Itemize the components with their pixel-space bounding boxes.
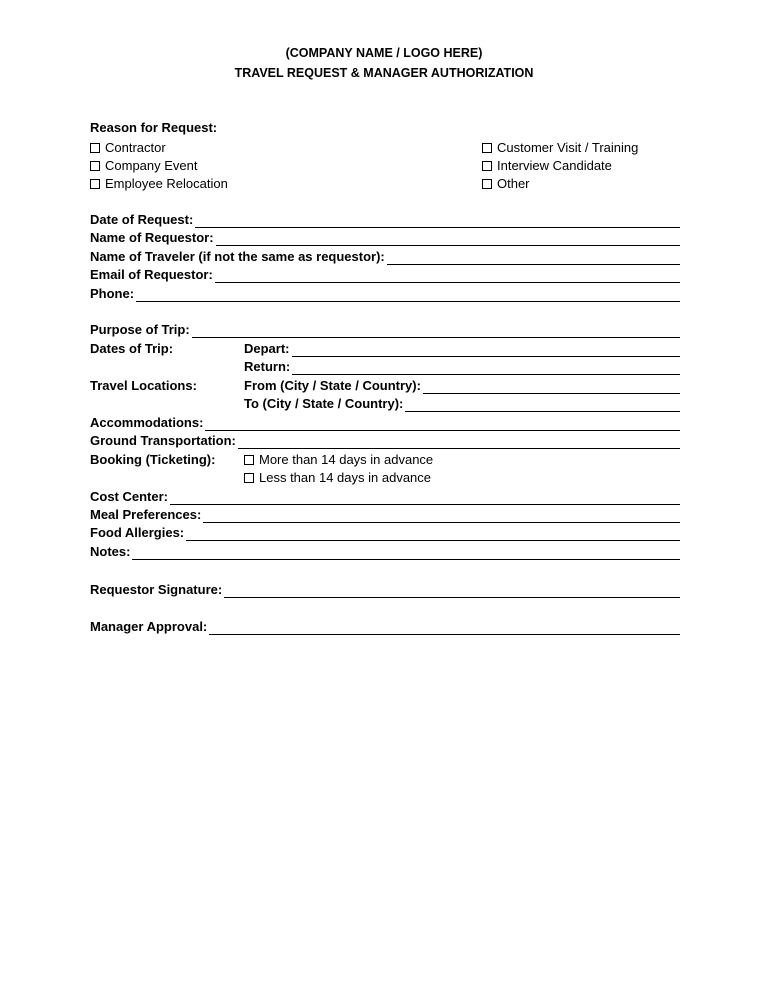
- manager-approval-field[interactable]: [209, 622, 680, 635]
- reason-contractor-checkbox[interactable]: Contractor: [90, 140, 166, 156]
- checkbox-icon: [244, 473, 254, 483]
- name-of-requestor-row: Name of Requestor:: [90, 230, 680, 246]
- accommodations-row: Accommodations:: [90, 415, 680, 431]
- reason-company-event-checkbox[interactable]: Company Event: [90, 158, 198, 174]
- checkbox-icon: [90, 179, 100, 189]
- reason-other-checkbox[interactable]: Other: [482, 176, 530, 192]
- food-allergies-field[interactable]: [186, 528, 680, 541]
- cost-center-row: Cost Center:: [90, 489, 680, 505]
- notes-field[interactable]: [132, 547, 680, 560]
- name-of-traveler-row: Name of Traveler (if not the same as requestor):: [90, 249, 680, 265]
- phone-row: Phone:: [90, 286, 680, 302]
- checkbox-icon: [90, 161, 100, 171]
- checkbox-icon: [482, 179, 492, 189]
- to-location-row: To (City / State / Country):: [90, 396, 680, 412]
- notes-row: Notes:: [90, 544, 680, 560]
- ground-transportation-row: Ground Transportation:: [90, 433, 680, 449]
- ground-transportation-field[interactable]: [238, 436, 680, 449]
- reason-interview-candidate-checkbox[interactable]: Interview Candidate: [482, 158, 612, 174]
- meal-preferences-field[interactable]: [203, 510, 680, 523]
- depart-field[interactable]: [292, 344, 680, 357]
- reason-label: Reason for Request:: [90, 120, 218, 135]
- purpose-of-trip-row: Purpose of Trip:: [90, 322, 680, 338]
- phone-field[interactable]: [136, 289, 680, 302]
- return-row: Return:: [90, 359, 680, 375]
- reason-option-row-1: [90, 140, 680, 156]
- name-of-requestor-field[interactable]: [216, 233, 680, 246]
- checkbox-icon: [482, 143, 492, 153]
- cost-center-field[interactable]: [170, 492, 680, 505]
- booking-more-than-14-days-checkbox[interactable]: More than 14 days in advance: [244, 452, 433, 468]
- manager-approval-row: Manager Approval:: [90, 619, 680, 635]
- return-field[interactable]: [292, 362, 680, 375]
- meal-preferences-row: Meal Preferences:: [90, 507, 680, 523]
- from-location-field[interactable]: [423, 381, 680, 394]
- depart-row: Dates of Trip: Depart:: [90, 341, 680, 357]
- reason-customer-visit-checkbox[interactable]: Customer Visit / Training: [482, 140, 638, 156]
- requestor-signature-row: Requestor Signature:: [90, 582, 680, 598]
- name-of-traveler-field[interactable]: [387, 252, 680, 265]
- checkbox-icon: [482, 161, 492, 171]
- form-title: TRAVEL REQUEST & MANAGER AUTHORIZATION: [234, 66, 534, 80]
- accommodations-field[interactable]: [205, 418, 680, 431]
- booking-row-2: [90, 470, 680, 486]
- date-of-request-row: Date of Request:: [90, 212, 680, 228]
- food-allergies-row: Food Allergies:: [90, 525, 680, 541]
- company-name-placeholder: (COMPANY NAME / LOGO HERE): [285, 46, 483, 60]
- booking-row-1: Booking (Ticketing): More than 14 days in advance: [90, 452, 434, 467]
- date-of-request-field[interactable]: [195, 215, 680, 228]
- checkbox-icon: [244, 455, 254, 465]
- requestor-signature-field[interactable]: [224, 585, 680, 598]
- reason-option-row-2: [90, 158, 680, 174]
- from-location-row: Travel Locations: From (City / State / Country):: [90, 378, 680, 394]
- purpose-of-trip-field[interactable]: [192, 325, 680, 338]
- to-location-field[interactable]: [405, 399, 680, 412]
- checkbox-icon: [90, 143, 100, 153]
- email-of-requestor-row: Email of Requestor:: [90, 267, 680, 283]
- reason-option-row-3: [90, 176, 680, 192]
- email-of-requestor-field[interactable]: [215, 270, 680, 283]
- booking-less-than-14-days-checkbox[interactable]: Less than 14 days in advance: [244, 470, 431, 486]
- reason-employee-relocation-checkbox[interactable]: Employee Relocation: [90, 176, 228, 192]
